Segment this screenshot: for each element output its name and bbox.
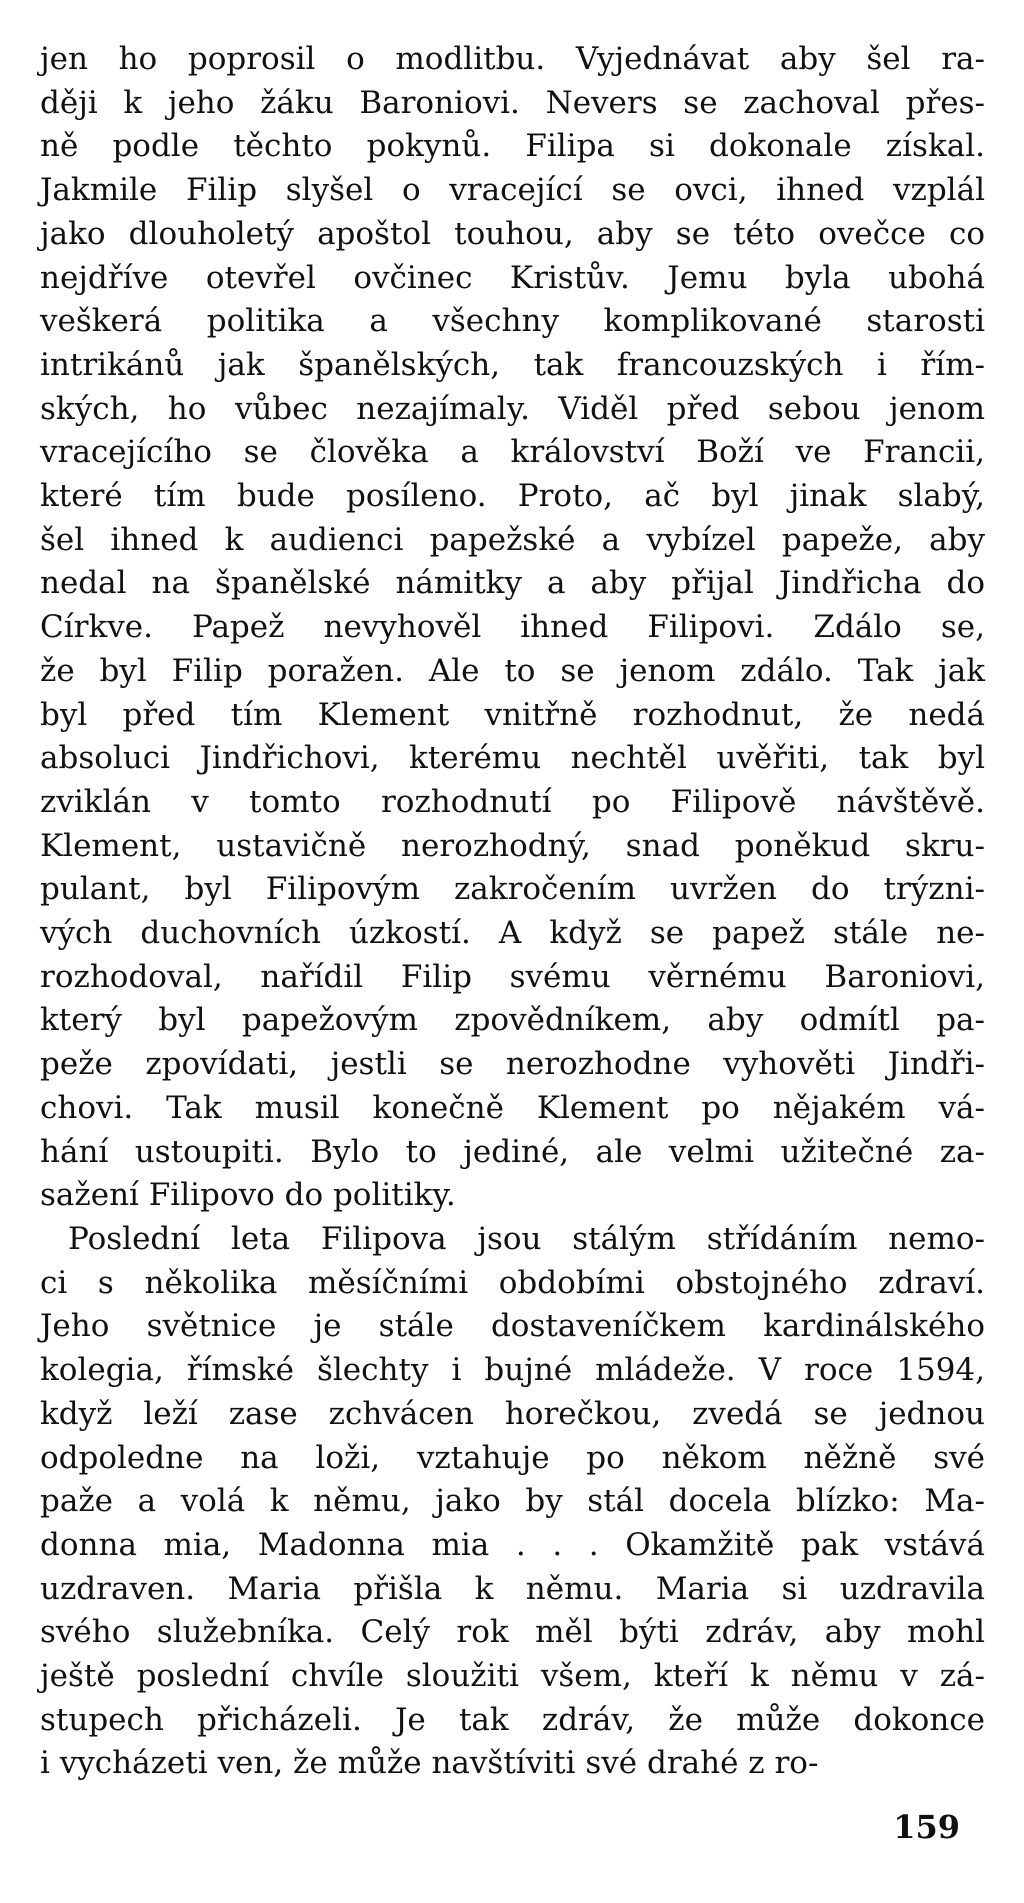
text-line: peže zpovídati, jestli se nerozhodne vyhověti Jindři- — [40, 1046, 985, 1083]
text-line: kolegia, římské šlechty i bujné mládeže. V roce 1594, — [40, 1352, 985, 1389]
text-line: byl před tím Klement vnitřně rozhodnut, že nedá — [40, 696, 985, 733]
text-line: paže a volá k němu, jako by stál docela blízko: Ma- — [40, 1483, 985, 1520]
text-line: sažení Filipovo do politiky. — [40, 1177, 456, 1214]
text-line: nedal na španělské námitky a aby přijal Jindřicha do — [40, 565, 985, 602]
paragraph-2 — [40, 1218, 985, 1786]
text-line: Klement, ustavičně nerozhodný, snad poněkud skru- — [40, 827, 985, 864]
text-line: zviklán v tomto rozhodnutí po Filipově návštěvě. — [40, 783, 985, 820]
text-line: že byl Filip poražen. Ale to se jenom zdálo. Tak jak — [40, 652, 985, 689]
text-line: který byl papežovým zpovědníkem, aby odmítl pa- — [40, 1002, 985, 1039]
text-line: když leží zase zchvácen horečkou, zvedá se jednou — [40, 1395, 985, 1432]
text-line: ci s několika měsíčními obdobími obstojného zdraví. — [40, 1264, 985, 1301]
text-line: Jeho světnice je stále dostaveníčkem kardinálského — [40, 1308, 985, 1345]
text-line: ději k jeho žáku Baroniovi. Nevers se zachoval přes- — [40, 84, 985, 121]
text-line: donna mia, Madonna mia . . . Okamžitě pak vstává — [40, 1526, 985, 1563]
text-line: ně podle těchto pokynů. Filipa si dokonale získal. — [40, 128, 985, 165]
page-number: 159 — [893, 1808, 960, 1846]
text-line: nejdříve otevřel ovčinec Kristův. Jemu byla ubohá — [40, 259, 985, 296]
text-line: Poslední leta Filipova jsou stálým střídáním nemo- — [68, 1220, 985, 1257]
text-line: hání ustoupiti. Bylo to jediné, ale velmi užitečné za- — [40, 1133, 985, 1170]
text-line: veškerá politika a všechny komplikované starosti — [40, 303, 985, 340]
text-line: pulant, byl Filipovým zakročením uvržen do trýzni- — [40, 871, 985, 908]
book-page — [40, 38, 985, 1786]
text-line: rozhodoval, nařídil Filip svému věrnému Baroniovi, — [40, 958, 985, 995]
paragraph-1 — [40, 38, 985, 1218]
text-line: vých duchovních úzkostí. A když se papež stále ne- — [40, 915, 985, 952]
text-line: uzdraven. Maria přišla k němu. Maria si uzdravila — [40, 1570, 985, 1607]
text-line: absoluci Jindřichovi, kterému nechtěl uvěřiti, tak byl — [40, 740, 985, 777]
text-line: jen ho poprosil o modlitbu. Vyjednávat aby šel ra- — [40, 41, 985, 77]
text-line: i vycházeti ven, že může navštíviti své drahé z ro- — [40, 1745, 819, 1782]
text-line: chovi. Tak musil konečně Klement po nějakém vá- — [40, 1089, 985, 1126]
text-line: ještě poslední chvíle sloužiti všem, kteří k němu v zá- — [40, 1658, 985, 1695]
text-line: které tím bude posíleno. Proto, ač byl jinak slabý, — [40, 478, 985, 515]
text-line: ských, ho vůbec nezajímaly. Viděl před sebou jenom — [40, 390, 985, 427]
text-line: šel ihned k audienci papežské a vybízel papeže, aby — [40, 521, 985, 558]
text-line: stupech přicházeli. Je tak zdráv, že může dokonce — [40, 1701, 985, 1738]
text-line: intrikánů jak španělských, tak francouzských i řím- — [40, 346, 985, 383]
text-line: Jakmile Filip slyšel o vracející se ovci, ihned vzplál — [40, 172, 985, 209]
text-line: jako dlouholetý apoštol touhou, aby se této ovečce co — [40, 215, 985, 252]
text-line: svého služebníka. Celý rok měl býti zdráv, aby mohl — [40, 1614, 985, 1651]
text-line: odpoledne na loži, vztahuje po někom něžně své — [40, 1439, 985, 1476]
text-line: vracejícího se člověka a království Boží ve Francii, — [40, 434, 985, 471]
text-line: Církve. Papež nevyhověl ihned Filipovi. Zdálo se, — [40, 609, 985, 646]
